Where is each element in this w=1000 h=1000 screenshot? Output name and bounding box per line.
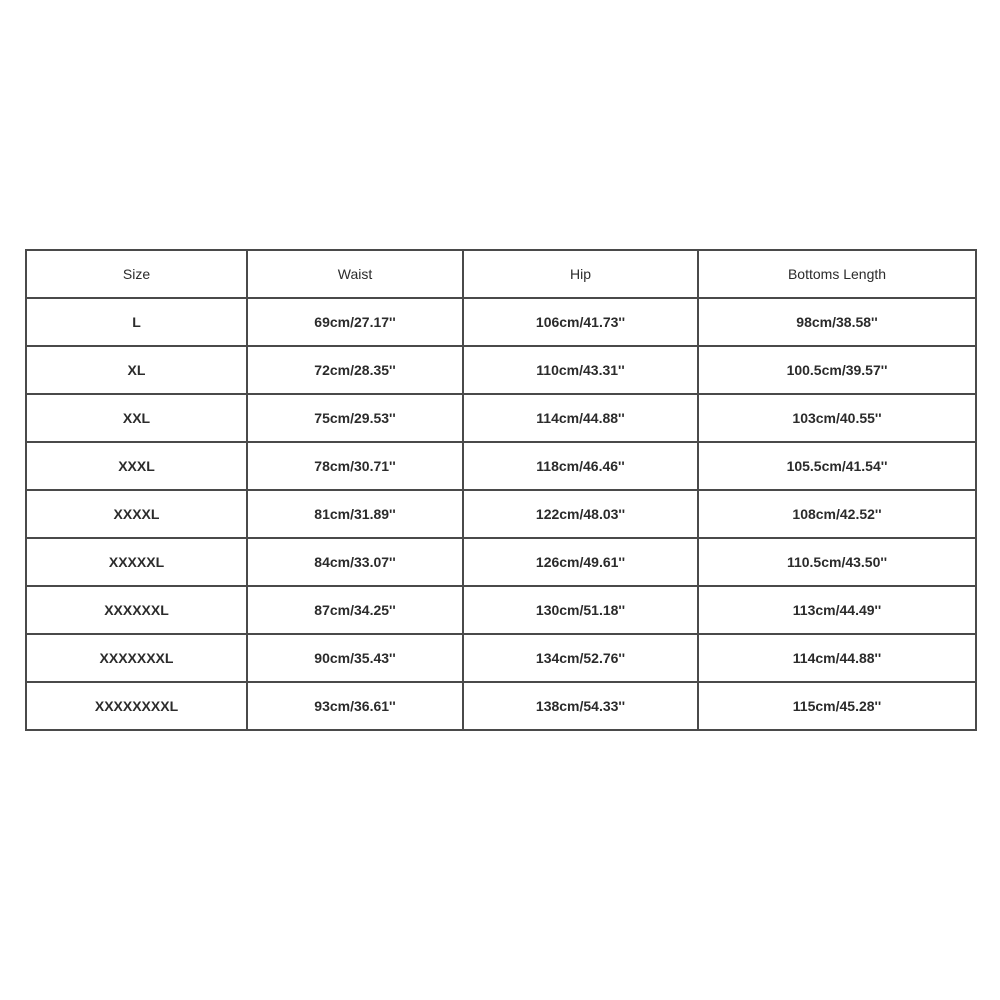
cell-bottoms-length: 100.5cm/39.57''	[698, 346, 976, 394]
cell-bottoms-length: 110.5cm/43.50''	[698, 538, 976, 586]
cell-size: XXXXXXXL	[26, 634, 247, 682]
cell-hip: 126cm/49.61''	[463, 538, 698, 586]
cell-size: XXXL	[26, 442, 247, 490]
cell-bottoms-length: 108cm/42.52''	[698, 490, 976, 538]
cell-size: XL	[26, 346, 247, 394]
cell-hip: 110cm/43.31''	[463, 346, 698, 394]
cell-hip: 106cm/41.73''	[463, 298, 698, 346]
header-hip: Hip	[463, 250, 698, 298]
cell-size: XXXXL	[26, 490, 247, 538]
cell-hip: 114cm/44.88''	[463, 394, 698, 442]
cell-size: XXXXXL	[26, 538, 247, 586]
cell-bottoms-length: 105.5cm/41.54''	[698, 442, 976, 490]
cell-hip: 130cm/51.18''	[463, 586, 698, 634]
table-row	[26, 394, 976, 442]
cell-bottoms-length: 98cm/38.58''	[698, 298, 976, 346]
table-row	[26, 586, 976, 634]
cell-size: XXL	[26, 394, 247, 442]
cell-size: L	[26, 298, 247, 346]
size-chart-table	[25, 249, 977, 731]
header-bottoms-length: Bottoms Length	[698, 250, 976, 298]
cell-waist: 72cm/28.35''	[247, 346, 463, 394]
table-row	[26, 682, 976, 730]
table-row	[26, 538, 976, 586]
cell-size: XXXXXXXXL	[26, 682, 247, 730]
header-waist: Waist	[247, 250, 463, 298]
cell-size: XXXXXXL	[26, 586, 247, 634]
table-row	[26, 490, 976, 538]
table-row	[26, 346, 976, 394]
cell-bottoms-length: 115cm/45.28''	[698, 682, 976, 730]
cell-hip: 118cm/46.46''	[463, 442, 698, 490]
cell-waist: 78cm/30.71''	[247, 442, 463, 490]
cell-waist: 84cm/33.07''	[247, 538, 463, 586]
table-row	[26, 634, 976, 682]
cell-waist: 75cm/29.53''	[247, 394, 463, 442]
cell-waist: 87cm/34.25''	[247, 586, 463, 634]
cell-bottoms-length: 113cm/44.49''	[698, 586, 976, 634]
cell-waist: 81cm/31.89''	[247, 490, 463, 538]
cell-hip: 134cm/52.76''	[463, 634, 698, 682]
table-header	[26, 250, 976, 298]
cell-hip: 138cm/54.33''	[463, 682, 698, 730]
header-row	[26, 250, 976, 298]
header-size: Size	[26, 250, 247, 298]
cell-bottoms-length: 114cm/44.88''	[698, 634, 976, 682]
cell-hip: 122cm/48.03''	[463, 490, 698, 538]
cell-bottoms-length: 103cm/40.55''	[698, 394, 976, 442]
table-row	[26, 442, 976, 490]
table-body	[26, 298, 976, 730]
cell-waist: 93cm/36.61''	[247, 682, 463, 730]
cell-waist: 90cm/35.43''	[247, 634, 463, 682]
table-row	[26, 298, 976, 346]
cell-waist: 69cm/27.17''	[247, 298, 463, 346]
